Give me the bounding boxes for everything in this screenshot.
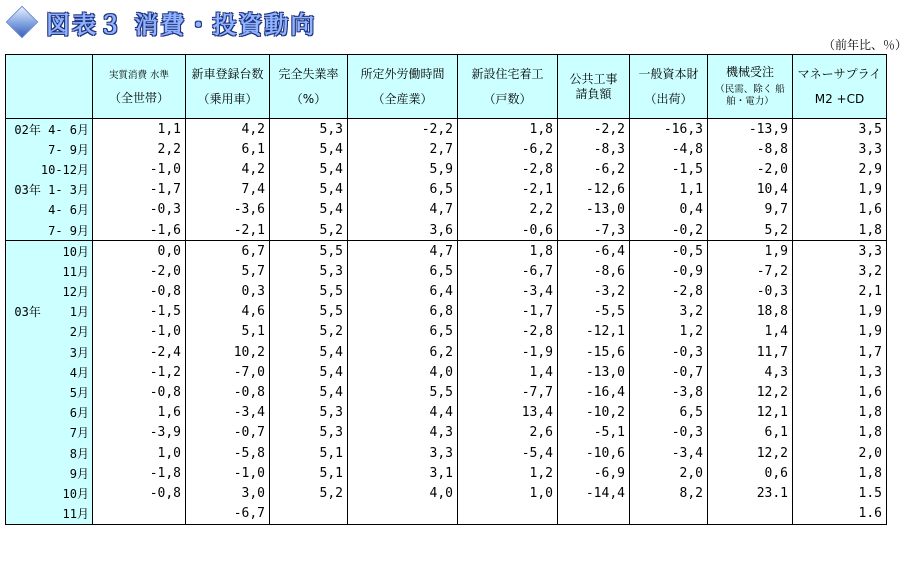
cell-value: -2,0 <box>708 159 793 179</box>
cell-value: 12,1 <box>708 403 793 423</box>
row-label: 10月 <box>6 483 93 503</box>
cell-value: 10,4 <box>708 180 793 200</box>
cell-value: -1,7 <box>93 180 186 200</box>
cell-value: 1,4 <box>708 322 793 342</box>
cell-value: 5,2 <box>270 322 348 342</box>
cell-value: -12,1 <box>558 322 630 342</box>
cell-value: 5,4 <box>270 362 348 382</box>
col-header-line1: 公共工事 <box>569 71 618 86</box>
cell-value: -0,8 <box>93 382 186 402</box>
cell-value: -15,6 <box>558 342 630 362</box>
cell-value: 1,9 <box>793 302 887 322</box>
table-row <box>6 504 887 525</box>
cell-value: -0,9 <box>630 261 708 281</box>
cell-value: -1,2 <box>93 362 186 382</box>
cell-value: 23.1 <box>708 483 793 503</box>
cell-value: -3,4 <box>630 443 708 463</box>
unit-note: （前年比、％） <box>822 38 907 52</box>
row-label: 4- 6月 <box>6 200 93 220</box>
cell-value: -0,5 <box>630 241 708 262</box>
cell-value: 3,6 <box>348 220 458 241</box>
table-row <box>6 241 887 262</box>
row-label: 9月 <box>6 463 93 483</box>
cell-value: 5,4 <box>270 382 348 402</box>
cell-value: -0,3 <box>93 200 186 220</box>
table-row <box>6 282 887 302</box>
table-row <box>6 200 887 220</box>
col-header-line2: （%） <box>290 91 327 106</box>
cell-value: 5,5 <box>348 382 458 402</box>
cell-value: 9,7 <box>708 200 793 220</box>
cell-value: -7,7 <box>458 382 558 402</box>
cell-value: -5,8 <box>186 443 270 463</box>
cell-value: -6,2 <box>558 159 630 179</box>
row-label: 11月 <box>6 504 93 525</box>
cell-value: -0,3 <box>630 423 708 443</box>
cell-value: 5,2 <box>270 483 348 503</box>
cell-value: -2,1 <box>186 220 270 241</box>
cell-value: 1,2 <box>630 322 708 342</box>
cell-value <box>270 504 348 525</box>
cell-value: 5,3 <box>270 119 348 140</box>
cell-value: -2,2 <box>558 119 630 140</box>
row-label: 03年 1- 3月 <box>6 180 93 200</box>
cell-value: -5,5 <box>558 302 630 322</box>
cell-value: 1,3 <box>793 362 887 382</box>
cell-value: 3,3 <box>348 443 458 463</box>
cell-value: -2,0 <box>93 261 186 281</box>
cell-value: -4,8 <box>630 139 708 159</box>
cell-value: -1,8 <box>93 463 186 483</box>
cell-value: 4,7 <box>348 241 458 262</box>
col-header-line1: 完全失業率 <box>278 66 339 81</box>
cell-value: -16,4 <box>558 382 630 402</box>
table-row <box>6 159 887 179</box>
col-header <box>793 55 887 119</box>
cell-value: 1,4 <box>458 362 558 382</box>
cell-value: -13,0 <box>558 362 630 382</box>
table-row <box>6 119 887 140</box>
cell-value: 1,8 <box>793 423 887 443</box>
table-row <box>6 180 887 200</box>
cell-value: 1.5 <box>793 483 887 503</box>
cell-value: 1.6 <box>793 504 887 525</box>
cell-value: 1,8 <box>793 463 887 483</box>
cell-value: -10,6 <box>558 443 630 463</box>
col-header <box>630 55 708 119</box>
col-header-line1: 所定外労働時間 <box>360 66 445 81</box>
row-label: 8月 <box>6 443 93 463</box>
cell-value: -2,1 <box>458 180 558 200</box>
cell-value <box>558 504 630 525</box>
cell-value: -5,4 <box>458 443 558 463</box>
col-header <box>270 55 348 119</box>
col-header <box>186 55 270 119</box>
cell-value: 1,0 <box>458 483 558 503</box>
cell-value: -0,3 <box>708 282 793 302</box>
cell-value: 5,3 <box>270 261 348 281</box>
cell-value: 1,9 <box>793 180 887 200</box>
table-row <box>6 342 887 362</box>
table-row <box>6 322 887 342</box>
table-row <box>6 443 887 463</box>
cell-value: 3,3 <box>793 139 887 159</box>
col-header <box>458 55 558 119</box>
cell-value: -14,4 <box>558 483 630 503</box>
table-row <box>6 483 887 503</box>
table-row <box>6 220 887 241</box>
header-corner <box>6 55 93 119</box>
cell-value: -2,8 <box>458 159 558 179</box>
table-row <box>6 403 887 423</box>
col-header-line1: 新車登録台数 <box>191 66 264 81</box>
cell-value <box>708 504 793 525</box>
cell-value: -8,8 <box>708 139 793 159</box>
cell-value: 5,2 <box>270 220 348 241</box>
cell-value: -1,0 <box>186 463 270 483</box>
cell-value: 6,2 <box>348 342 458 362</box>
cell-value: -3,4 <box>186 403 270 423</box>
col-header-line1: 一般資本財 <box>638 66 699 81</box>
cell-value: 3,5 <box>793 119 887 140</box>
cell-value: 2,0 <box>630 463 708 483</box>
cell-value: 1,8 <box>458 119 558 140</box>
table-row <box>6 302 887 322</box>
table-row <box>6 139 887 159</box>
cell-value: 5,4 <box>270 200 348 220</box>
cell-value: 4,3 <box>708 362 793 382</box>
row-label: 7- 9月 <box>6 139 93 159</box>
cell-value: -5,1 <box>558 423 630 443</box>
cell-value: 4,6 <box>186 302 270 322</box>
table-row <box>6 261 887 281</box>
cell-value: 4,3 <box>348 423 458 443</box>
col-header <box>93 55 186 119</box>
cell-value: 5,7 <box>186 261 270 281</box>
cell-value: 1,7 <box>793 342 887 362</box>
cell-value: 5,9 <box>348 159 458 179</box>
cell-value: 2,2 <box>458 200 558 220</box>
cell-value: 2,9 <box>793 159 887 179</box>
cell-value: 2,7 <box>348 139 458 159</box>
cell-value: 5,1 <box>186 322 270 342</box>
cell-value <box>458 504 558 525</box>
cell-value: 5,4 <box>270 342 348 362</box>
cell-value: -3,4 <box>458 282 558 302</box>
cell-value: 3,0 <box>186 483 270 503</box>
row-label: 10-12月 <box>6 159 93 179</box>
cell-value: 1,8 <box>793 220 887 241</box>
cell-value: 12,2 <box>708 382 793 402</box>
col-header <box>558 55 630 119</box>
cell-value: -3,6 <box>186 200 270 220</box>
cell-value: -1,9 <box>458 342 558 362</box>
cell-value: 0,3 <box>186 282 270 302</box>
cell-value: 1,6 <box>793 200 887 220</box>
cell-value: 5,5 <box>270 241 348 262</box>
col-header <box>708 55 793 119</box>
cell-value: -13,0 <box>558 200 630 220</box>
cell-value: -8,3 <box>558 139 630 159</box>
cell-value: -6,7 <box>186 504 270 525</box>
cell-value: 1,1 <box>93 119 186 140</box>
cell-value: 2,2 <box>93 139 186 159</box>
cell-value <box>630 504 708 525</box>
row-label: 11月 <box>6 261 93 281</box>
table-body <box>6 119 887 525</box>
cell-value: -3,8 <box>630 382 708 402</box>
cell-value: 6,8 <box>348 302 458 322</box>
cell-value: 18,8 <box>708 302 793 322</box>
row-label: 10月 <box>6 241 93 262</box>
col-header-line2: （民需、除く 船舶・電力） <box>715 84 785 107</box>
cell-value: 5,1 <box>270 443 348 463</box>
cell-value: 5,1 <box>270 463 348 483</box>
cell-value: -10,2 <box>558 403 630 423</box>
cell-value: 4,0 <box>348 483 458 503</box>
cell-value: 6,1 <box>708 423 793 443</box>
col-header-line2: （出荷） <box>644 91 693 106</box>
cell-value: 6,5 <box>348 180 458 200</box>
row-label: 6月 <box>6 403 93 423</box>
cell-value: 5,4 <box>270 139 348 159</box>
cell-value: 1,6 <box>793 382 887 402</box>
cell-value: -0,7 <box>186 423 270 443</box>
cell-value: -7,0 <box>186 362 270 382</box>
cell-value: -0,7 <box>630 362 708 382</box>
cell-value: 1,8 <box>793 403 887 423</box>
cell-value: 5,5 <box>270 282 348 302</box>
cell-value: -16,3 <box>630 119 708 140</box>
col-header-line2: （乗用車） <box>197 91 258 106</box>
cell-value: 4,2 <box>186 119 270 140</box>
title-bar <box>0 0 316 44</box>
col-header-line2: （戸数） <box>483 91 532 106</box>
cell-value: 12,2 <box>708 443 793 463</box>
cell-value: 6,7 <box>186 241 270 262</box>
col-header-line2: （全産業） <box>372 91 433 106</box>
col-header-line2: （全世帯） <box>108 90 169 105</box>
cell-value: -13,9 <box>708 119 793 140</box>
row-label: 12月 <box>6 282 93 302</box>
cell-value: 5,4 <box>270 180 348 200</box>
table-row <box>6 423 887 443</box>
header-row <box>6 55 887 119</box>
cell-value: -6,2 <box>458 139 558 159</box>
cell-value: -1,5 <box>93 302 186 322</box>
cell-value: -2,2 <box>348 119 458 140</box>
cell-value: 5,3 <box>270 423 348 443</box>
row-label: 02年 4- 6月 <box>6 119 93 140</box>
cell-value <box>348 504 458 525</box>
cell-value: -2,8 <box>458 322 558 342</box>
cell-value: 1,9 <box>708 241 793 262</box>
row-label: 4月 <box>6 362 93 382</box>
col-header <box>348 55 458 119</box>
col-header-line2: M2 +CD <box>814 91 865 106</box>
table-row <box>6 362 887 382</box>
cell-value <box>93 504 186 525</box>
cell-value: -7,2 <box>708 261 793 281</box>
cell-value: 6,4 <box>348 282 458 302</box>
cell-value: -7,3 <box>558 220 630 241</box>
cell-value: 1,1 <box>630 180 708 200</box>
row-label: 2月 <box>6 322 93 342</box>
cell-value: -0,3 <box>630 342 708 362</box>
row-label: 7月 <box>6 423 93 443</box>
row-label: 03年 1月 <box>6 302 93 322</box>
cell-value: 13,4 <box>458 403 558 423</box>
cell-value: -6,9 <box>558 463 630 483</box>
cell-value: 2,1 <box>793 282 887 302</box>
cell-value: -6,7 <box>458 261 558 281</box>
cell-value: 1,9 <box>793 322 887 342</box>
col-header-line1: 機械受注 <box>725 65 774 79</box>
cell-value: 3,1 <box>348 463 458 483</box>
cell-value: 4,0 <box>348 362 458 382</box>
cell-value: 4,4 <box>348 403 458 423</box>
figure-title: 図表３ 消費・投資動向 <box>46 9 317 39</box>
cell-value: 3,3 <box>793 241 887 262</box>
data-table <box>5 54 887 525</box>
cell-value: -0,6 <box>458 220 558 241</box>
cell-value: -2,4 <box>93 342 186 362</box>
cell-value: 4,7 <box>348 200 458 220</box>
cell-value: -0,8 <box>93 483 186 503</box>
cell-value: 5,5 <box>270 302 348 322</box>
cell-value: -1,7 <box>458 302 558 322</box>
col-header-line1: 実質消費 水準 <box>108 69 170 81</box>
cell-value: -12,6 <box>558 180 630 200</box>
cell-value: 3,2 <box>630 302 708 322</box>
col-header-line1: マネーサプライ <box>797 66 882 81</box>
cell-value: 6,5 <box>348 261 458 281</box>
cell-value: -1,0 <box>93 159 186 179</box>
cell-value: 3,2 <box>793 261 887 281</box>
cell-value: 0,6 <box>708 463 793 483</box>
row-label: 3月 <box>6 342 93 362</box>
cell-value: 2,0 <box>793 443 887 463</box>
cell-value: 1,0 <box>93 443 186 463</box>
cell-value: 2,6 <box>458 423 558 443</box>
cell-value: -2,8 <box>630 282 708 302</box>
cell-value: 1,6 <box>93 403 186 423</box>
cell-value: 1,2 <box>458 463 558 483</box>
cell-value: 1,8 <box>458 241 558 262</box>
cell-value: 0,0 <box>93 241 186 262</box>
cell-value: 6,5 <box>630 403 708 423</box>
cell-value: 0,4 <box>630 200 708 220</box>
cell-value: -0,8 <box>186 382 270 402</box>
table-row <box>6 463 887 483</box>
cell-value: -1,6 <box>93 220 186 241</box>
cell-value: -3,2 <box>558 282 630 302</box>
cell-value: -1,0 <box>93 322 186 342</box>
cell-value: 8,2 <box>630 483 708 503</box>
cell-value: -8,6 <box>558 261 630 281</box>
cell-value: 6,5 <box>348 322 458 342</box>
col-header-line2: 請負額 <box>575 86 612 101</box>
row-label: 5月 <box>6 382 93 402</box>
cell-value: 4,2 <box>186 159 270 179</box>
row-label: 7- 9月 <box>6 220 93 241</box>
cell-value: -3,9 <box>93 423 186 443</box>
col-header-line1: 新設住宅着工 <box>471 66 544 81</box>
cell-value: -0,2 <box>630 220 708 241</box>
cell-value: -6,4 <box>558 241 630 262</box>
cell-value: 5,4 <box>270 159 348 179</box>
cell-value: -1,5 <box>630 159 708 179</box>
table-row <box>6 382 887 402</box>
cell-value: 10,2 <box>186 342 270 362</box>
cell-value: -0,8 <box>93 282 186 302</box>
cell-value: 5,3 <box>270 403 348 423</box>
cell-value: 6,1 <box>186 139 270 159</box>
diamond-bullet-icon <box>6 6 38 38</box>
cell-value: 11,7 <box>708 342 793 362</box>
cell-value: 7,4 <box>186 180 270 200</box>
cell-value: 5,2 <box>708 220 793 241</box>
